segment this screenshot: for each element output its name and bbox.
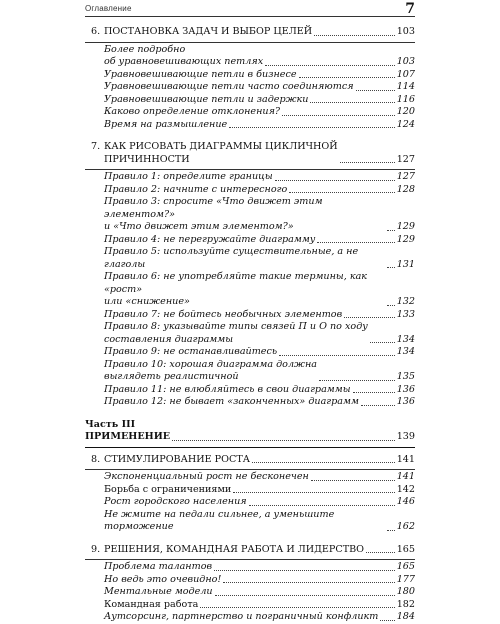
toc-entry[interactable]	[85, 106, 415, 119]
page-ref: 136	[396, 383, 415, 395]
entry-text: Аутсорсинг, партнерство и пограничный конфликт	[104, 611, 379, 622]
leader-dots	[311, 480, 395, 481]
leader-dots	[214, 570, 395, 571]
chapter-number: 8.	[91, 453, 101, 465]
leader-dots	[200, 607, 394, 608]
leader-dots	[340, 162, 395, 163]
toc-entry[interactable]	[85, 44, 415, 69]
leader-dots	[387, 530, 395, 531]
page-ref: 114	[396, 81, 415, 92]
spacer	[85, 409, 415, 419]
entry-text-line1: Правило 6: не употребляйте такие термины, как «рост»	[104, 271, 368, 295]
header-rule	[85, 16, 415, 17]
toc-entry[interactable]	[85, 509, 415, 534]
toc-chapter-9[interactable]	[85, 544, 415, 557]
entry-text: Уравновешивающие петли в бизнесе	[104, 68, 297, 80]
entry-text: Правило 11: не влюбляйтесь в свои диаграммы	[104, 383, 351, 395]
entry-text-line1: Правило 8: указывайте типы связей П и О по ходу	[104, 321, 368, 332]
leader-dots	[229, 127, 394, 128]
page-ref: 128	[396, 183, 415, 195]
entry-text-line2: составления диаграммы	[104, 333, 234, 345]
page-ref: 127	[396, 153, 415, 165]
page-ref: 162	[396, 521, 415, 532]
leader-dots	[380, 620, 394, 621]
leader-dots	[249, 505, 395, 506]
leader-dots	[310, 102, 394, 103]
entry-text: Уравновешивающие петли часто соединяются	[104, 81, 354, 92]
page-ref: 139	[396, 431, 415, 442]
entry-text: Рост городского населения	[104, 496, 247, 507]
table-of-contents	[85, 26, 415, 624]
toc-entry[interactable]	[85, 359, 415, 384]
toc-entry[interactable]	[85, 81, 415, 94]
page-ref: 135	[396, 371, 415, 382]
leader-dots	[366, 552, 395, 553]
leader-dots	[289, 192, 394, 193]
page-ref: 116	[396, 93, 415, 105]
entry-text: Правило 4: не перегружайте диаграмму	[104, 233, 316, 245]
page-ref: 124	[396, 118, 415, 130]
entry-text-line2: или «снижение»	[104, 296, 190, 307]
page-ref: 177	[396, 573, 415, 585]
toc-entry[interactable]	[85, 171, 415, 184]
entry-text: Правило 9: не останавливайтесь	[104, 346, 278, 357]
page-number: 7	[405, 1, 415, 17]
page-ref: 127	[396, 171, 415, 182]
toc-entry[interactable]	[85, 484, 415, 497]
page-ref: 165	[396, 543, 415, 555]
toc-entry[interactable]	[85, 599, 415, 612]
entry-text: Ментальные модели	[104, 586, 213, 597]
page-ref: 120	[396, 106, 415, 117]
toc-chapter-8[interactable]	[85, 454, 415, 467]
page-ref: 134	[396, 346, 415, 357]
entry-text-line2: и «Что движет этим элементом?»	[104, 221, 294, 232]
toc-entry[interactable]	[85, 561, 415, 574]
toc-part-3[interactable]	[85, 431, 415, 444]
leader-dots	[282, 115, 395, 116]
page-ref: 146	[396, 496, 415, 507]
entry-text: Каково определение отклонения?	[104, 106, 281, 117]
leader-dots	[387, 267, 395, 268]
page-ref: 141	[396, 453, 415, 465]
toc-entry[interactable]	[85, 396, 415, 409]
leader-dots	[370, 342, 395, 343]
running-header	[0, 0, 500, 18]
spacer	[85, 131, 415, 141]
page-ref: 180	[396, 586, 415, 597]
chapter-title-line2: ПРИЧИННОСТИ	[104, 153, 190, 165]
toc-entry[interactable]	[85, 346, 415, 359]
page-ref: 129	[396, 233, 415, 245]
entry-text-line1: Правило 10: хорошая диаграмма должна	[104, 358, 318, 370]
page-ref: 132	[396, 296, 415, 307]
chapter-title: РЕШЕНИЯ, КОМАНДНАЯ РАБОТА И ЛИДЕРСТВО	[104, 543, 365, 555]
page-ref: 103	[396, 56, 415, 67]
entry-text: Но ведь это очевидно!	[104, 573, 222, 585]
page-ref: 182	[396, 598, 415, 610]
leader-dots	[317, 242, 394, 243]
entry-text-line2: выглядеть реалистичной	[104, 371, 239, 382]
toc-entry[interactable]	[85, 271, 415, 309]
leader-dots	[353, 392, 395, 393]
toc-entry[interactable]	[85, 321, 415, 346]
page-ref: 131	[396, 258, 415, 270]
leader-dots	[299, 77, 395, 78]
toc-entry[interactable]	[85, 196, 415, 234]
leader-dots	[172, 440, 395, 441]
entry-text: Правило 1: определите границы	[104, 171, 273, 182]
part-rule	[85, 447, 415, 448]
leader-dots	[279, 355, 395, 356]
spacer	[85, 534, 415, 544]
toc-entry[interactable]	[85, 246, 415, 271]
toc-entry[interactable]	[85, 234, 415, 247]
toc-entry[interactable]	[85, 119, 415, 132]
page-ref: 142	[396, 483, 415, 495]
leader-dots	[314, 35, 395, 36]
chapter-rule	[85, 169, 415, 170]
entry-text: Правило 5: используйте существительные, а не глаголы	[104, 246, 359, 270]
toc-entry[interactable]	[85, 69, 415, 82]
chapter-title-line1: КАК РИСОВАТЬ ДИАГРАММЫ ЦИКЛИЧНОЙ	[104, 141, 338, 152]
page-ref: 136	[396, 396, 415, 407]
chapter-rule	[85, 469, 415, 470]
entry-text: Проблема талантов	[104, 561, 213, 572]
leader-dots	[356, 90, 395, 91]
running-header-title: Оглавление	[85, 4, 132, 13]
leader-dots	[223, 582, 394, 583]
entry-text-line1: Правило 3: спросите «Что движет этим элементом?»	[104, 196, 323, 220]
entry-text: Правило 2: начните с интересного	[104, 183, 288, 195]
entry-text: Командная работа	[104, 598, 199, 610]
leader-dots	[252, 462, 395, 463]
chapter-number: 9.	[91, 543, 101, 555]
leader-dots	[387, 230, 395, 231]
toc-entry[interactable]	[85, 94, 415, 107]
toc-entry[interactable]	[85, 384, 415, 397]
part-label: Часть III	[85, 418, 136, 430]
chapter-number: 6.	[91, 26, 101, 37]
toc-chapter-6[interactable]	[85, 26, 415, 39]
entry-text: Не жмите на педали сильнее, а уменьшите торможение	[104, 508, 335, 532]
leader-dots	[361, 405, 395, 406]
entry-text: Борьба с ограничениями	[104, 483, 232, 495]
entry-text: Экспоненциальный рост не бесконечен	[104, 471, 309, 482]
leader-dots	[275, 180, 395, 181]
toc-entry[interactable]	[85, 611, 415, 624]
toc-entry[interactable]	[85, 184, 415, 197]
page-ref: 134	[396, 333, 415, 345]
page-ref: 103	[396, 26, 415, 37]
entry-text: Уравновешивающие петли и задержки	[104, 93, 309, 105]
leader-dots	[265, 65, 395, 66]
chapter-number: 7.	[91, 141, 101, 152]
leader-dots	[387, 305, 395, 306]
toc-entry[interactable]	[85, 574, 415, 587]
leader-dots	[233, 492, 394, 493]
entry-text-line1: Более подробно	[104, 43, 186, 55]
page-ref: 184	[396, 611, 415, 622]
entry-text: Время на размышление	[104, 118, 228, 130]
chapter-rule	[85, 42, 415, 43]
toc-entry[interactable]	[85, 586, 415, 599]
page-ref: 107	[396, 68, 415, 80]
entry-text: Правило 12: не бывает «законченных» диаграмм	[104, 396, 359, 407]
entry-text-line2: об уравновешивающих петлях	[104, 56, 264, 67]
leader-dots	[319, 380, 395, 381]
chapter-title: ПОСТАНОВКА ЗАДАЧ И ВЫБОР ЦЕЛЕЙ	[104, 26, 313, 37]
leader-dots	[215, 595, 395, 596]
part-title: ПРИМЕНЕНИЕ	[85, 431, 171, 442]
page-ref: 165	[396, 561, 415, 572]
chapter-title: СТИМУЛИРОВАНИЕ РОСТА	[104, 453, 250, 465]
page-ref: 141	[396, 471, 415, 482]
page-ref: 133	[396, 308, 415, 320]
toc-chapter-7[interactable]	[85, 141, 415, 166]
toc-entry[interactable]	[85, 496, 415, 509]
toc-entry[interactable]	[85, 471, 415, 484]
page-ref: 129	[396, 221, 415, 232]
toc-entry[interactable]	[85, 309, 415, 322]
chapter-rule	[85, 559, 415, 560]
leader-dots	[344, 317, 395, 318]
entry-text: Правило 7: не бойтесь необычных элементов	[104, 308, 343, 320]
